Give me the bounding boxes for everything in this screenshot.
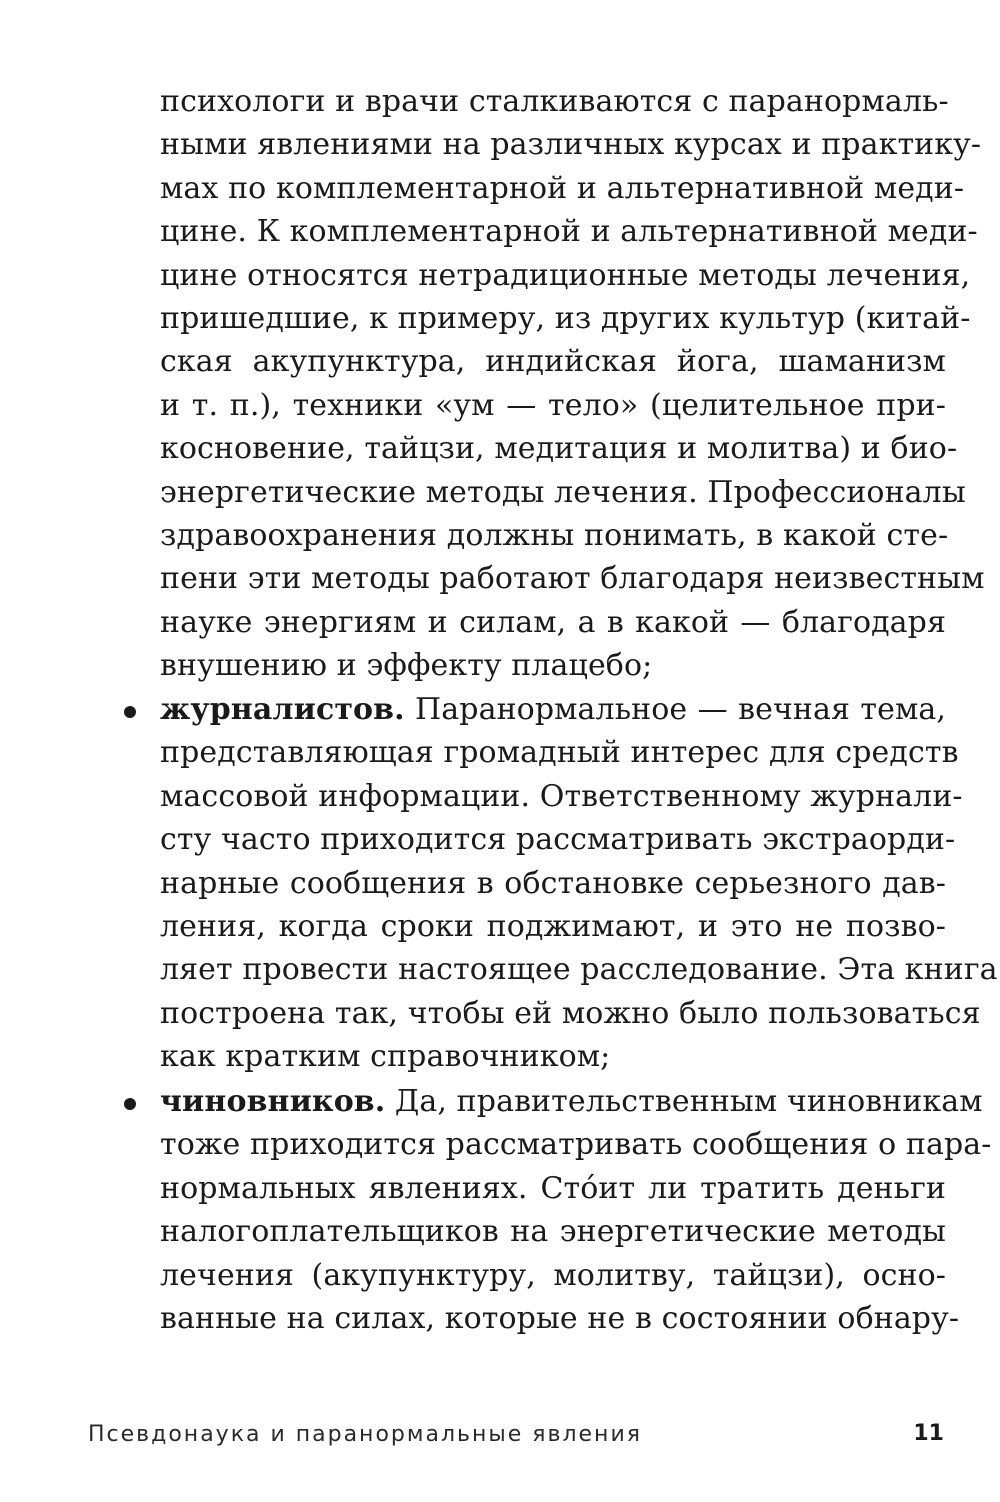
text-line (160, 688, 946, 731)
bullet-item-journalists (160, 688, 998, 1079)
bullet-first-line: Паранормальное — вечная тема, (404, 692, 946, 727)
text-line: как кратким справочником; (160, 1039, 611, 1075)
page-number: 11 (913, 1421, 944, 1446)
text-line: цине. К комплементарной и альтернативной меди- (160, 214, 978, 250)
text-line: построена так, чтобы ей можно было пользоваться (160, 995, 981, 1031)
bullet-term: чиновников. (160, 1084, 386, 1119)
text-line: представляющая громадный интерес для средств (160, 735, 959, 771)
text-line: налогоплательщиков на энергетические методы (160, 1214, 946, 1250)
text-line: и т. п.), техники «ум — тело» (целительное при- (160, 387, 946, 423)
text-line: пени эти методы работают благодаря неизвестным (160, 561, 985, 597)
text-line: массовой информации. Ответственному журнали- (160, 778, 963, 814)
text-line: ская акупунктура, индийская йога, шаманизм (160, 344, 946, 380)
text-line: ными явлениями на различных курсах и практику- (160, 127, 982, 163)
bullet-item-officials (160, 1080, 992, 1340)
text-line (160, 1080, 983, 1123)
text-line: нормальных явлениях. Сто́ит ли тратить деньги (160, 1170, 946, 1206)
text-line: нарные сообщения в обстановке серьезного дав- (160, 865, 946, 901)
bullet-first-line: Да, правительственным чиновникам (385, 1084, 983, 1119)
text-line: ляет провести настоящее расследование. Эта книга (160, 952, 998, 988)
bullet-icon (124, 706, 136, 718)
text-line: косновение, тайцзи, медитация и молитва) и био- (160, 431, 958, 467)
text-line: психологи и врачи сталкиваются с паранормаль- (160, 84, 949, 119)
running-title: Псевдонаука и паранормальные явления (88, 1422, 642, 1447)
text-line: лечения (акупунктуру, молитву, тайцзи), осно- (160, 1257, 946, 1293)
text-line: мах по комплементарной и альтернативной меди- (160, 170, 965, 206)
paragraph-continued (160, 80, 985, 687)
text-line: сту часто приходится рассматривать экстраорди- (160, 822, 956, 858)
text-line: пришедшие, к примеру, из других культур (китай- (160, 300, 971, 336)
text-line: здравоохранения должны понимать, в какой сте- (160, 517, 949, 553)
text-line: энергетические методы лечения. Профессионалы (160, 474, 966, 510)
bullet-icon (124, 1098, 136, 1110)
text-line: внушению и эффекту плацебо; (160, 648, 653, 684)
text-line: науке энергиям и силам, а в какой — благодаря (160, 604, 946, 640)
text-line: ванные на силах, которые не в состоянии обнару- (160, 1300, 960, 1336)
text-line: тоже приходится рассматривать сообщения о пара- (160, 1127, 992, 1163)
text-line: цине относятся нетрадиционные методы лечения, (160, 257, 971, 293)
text-line: ления, когда сроки поджимают, и это не позво- (160, 908, 946, 944)
bullet-term: журналистов. (160, 692, 405, 727)
